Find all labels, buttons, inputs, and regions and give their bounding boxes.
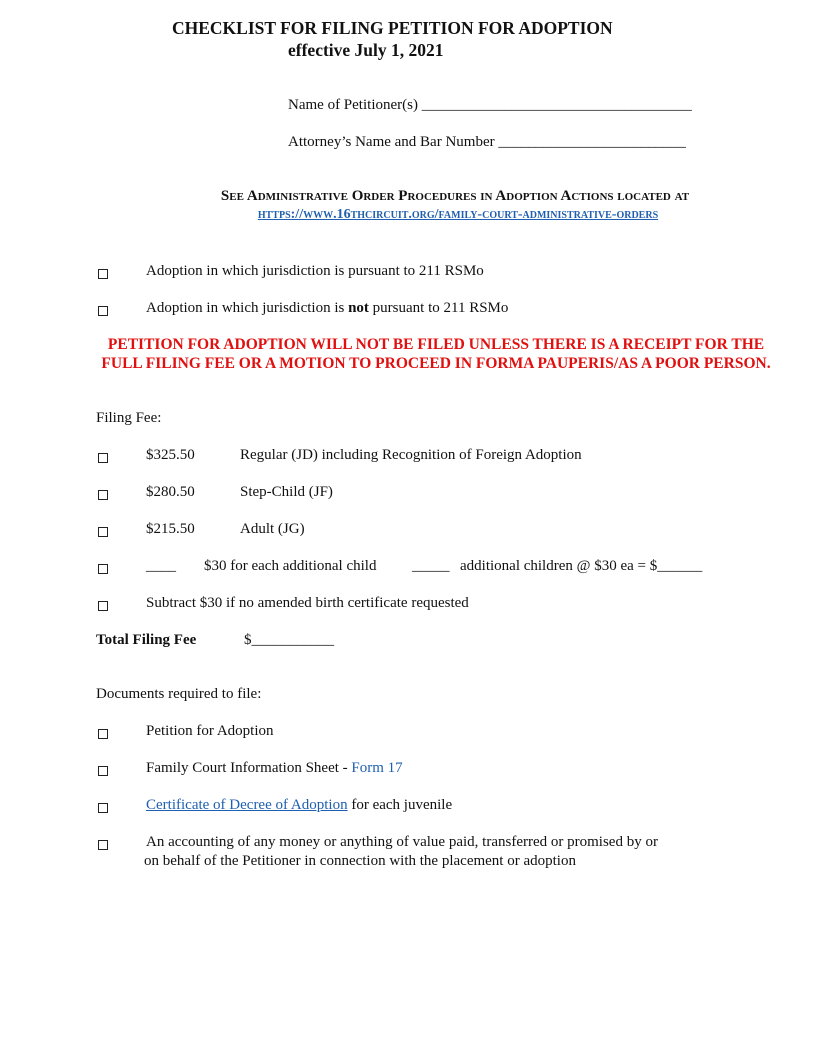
petitioner-field[interactable]: ____________________________________ [421, 97, 692, 113]
attorney-line [288, 134, 686, 151]
jurisdiction-not-211-pre: Adoption in which jurisdiction is [146, 300, 349, 316]
fee-stepchild-amount: $280.50 [146, 484, 195, 500]
total-filing-fee-label: Total Filing Fee [96, 632, 197, 648]
attorney-label: Attorney’s Name and Bar Number [288, 134, 495, 150]
attorney-field[interactable]: _________________________ [498, 134, 686, 150]
additional-children-count-blank[interactable]: _____ [412, 558, 450, 574]
fee-adult-desc: Adult (JG) [240, 521, 305, 537]
info-sheet-row [146, 760, 403, 777]
subtract-birth-cert-label: Subtract $30 if no amended birth certificate requested [146, 595, 469, 611]
info-sheet-label: Family Court Information Sheet - [146, 760, 352, 776]
checkbox-fee-additional[interactable] [98, 562, 108, 579]
checkbox-subtract-birth-cert[interactable] [98, 599, 108, 616]
effective-date: effective July 1, 2021 [288, 40, 444, 60]
accounting-line-1: An accounting of any money or anything of value paid, transferred or promised by or [146, 834, 658, 850]
accounting-line-2: on behalf of the Petitioner in connection with the placement or adoption [144, 853, 576, 869]
checkbox-accounting[interactable] [98, 838, 108, 855]
checkbox-jurisdiction-not-211[interactable] [98, 304, 108, 321]
additional-child-fee-text: $30 for each additional child [204, 558, 377, 574]
form-17-link[interactable]: Form 17 [351, 760, 403, 776]
document-title: CHECKLIST FOR FILING PETITION FOR ADOPTION [172, 18, 613, 38]
checkbox-fee-regular[interactable] [98, 451, 108, 468]
petitioner-label: Name of Petitioner(s) [288, 97, 418, 113]
fee-stepchild-desc: Step-Child (JF) [240, 484, 333, 500]
checkbox-info-sheet[interactable] [98, 764, 108, 781]
fee-regular-amount: $325.50 [146, 447, 195, 463]
total-filing-fee-field[interactable]: $___________ [244, 632, 334, 648]
filing-fee-label: Filing Fee: [96, 410, 162, 426]
certificate-row [146, 797, 452, 814]
admin-order-url-row [0, 207, 816, 223]
admin-order-link[interactable]: https://www.16thcircuit.org/family-court-administrative-orders [257, 207, 659, 222]
additional-children-total-text: additional children @ $30 ea = $______ [460, 558, 703, 574]
jurisdiction-not-emphasis: not [348, 300, 369, 316]
jurisdiction-not-211-post: pursuant to 211 RSMo [368, 300, 509, 316]
petitioner-line [288, 97, 692, 114]
checkbox-jurisdiction-211[interactable] [98, 267, 108, 284]
checkbox-petition[interactable] [98, 727, 108, 744]
admin-order-notice: See Administrative Order Procedures in Adoption Actions located at [220, 188, 690, 204]
certificate-link[interactable]: Certificate of Decree of Adoption [146, 797, 348, 813]
filing-fee-warning: PETITION FOR ADOPTION WILL NOT BE FILED UNLESS THERE IS A RECEIPT FOR THE FULL FILING FEE OR A MOTION TO PROCEED IN FORMA PAUPERIS/AS A POOR PERSON. [101, 336, 771, 372]
jurisdiction-not-211-label [146, 300, 508, 317]
jurisdiction-211-label: Adoption in which jurisdiction is pursuant to 211 RSMo [146, 263, 484, 279]
certificate-label: for each juvenile [347, 797, 453, 813]
checkbox-fee-adult[interactable] [98, 525, 108, 542]
checkbox-fee-stepchild[interactable] [98, 488, 108, 505]
additional-children-blank[interactable]: ____ [146, 558, 176, 574]
fee-regular-desc: Regular (JD) including Recognition of Foreign Adoption [240, 447, 582, 463]
petition-label: Petition for Adoption [146, 723, 274, 739]
checkbox-certificate[interactable] [98, 801, 108, 818]
fee-adult-amount: $215.50 [146, 521, 195, 537]
documents-required-label: Documents required to file: [96, 686, 262, 702]
